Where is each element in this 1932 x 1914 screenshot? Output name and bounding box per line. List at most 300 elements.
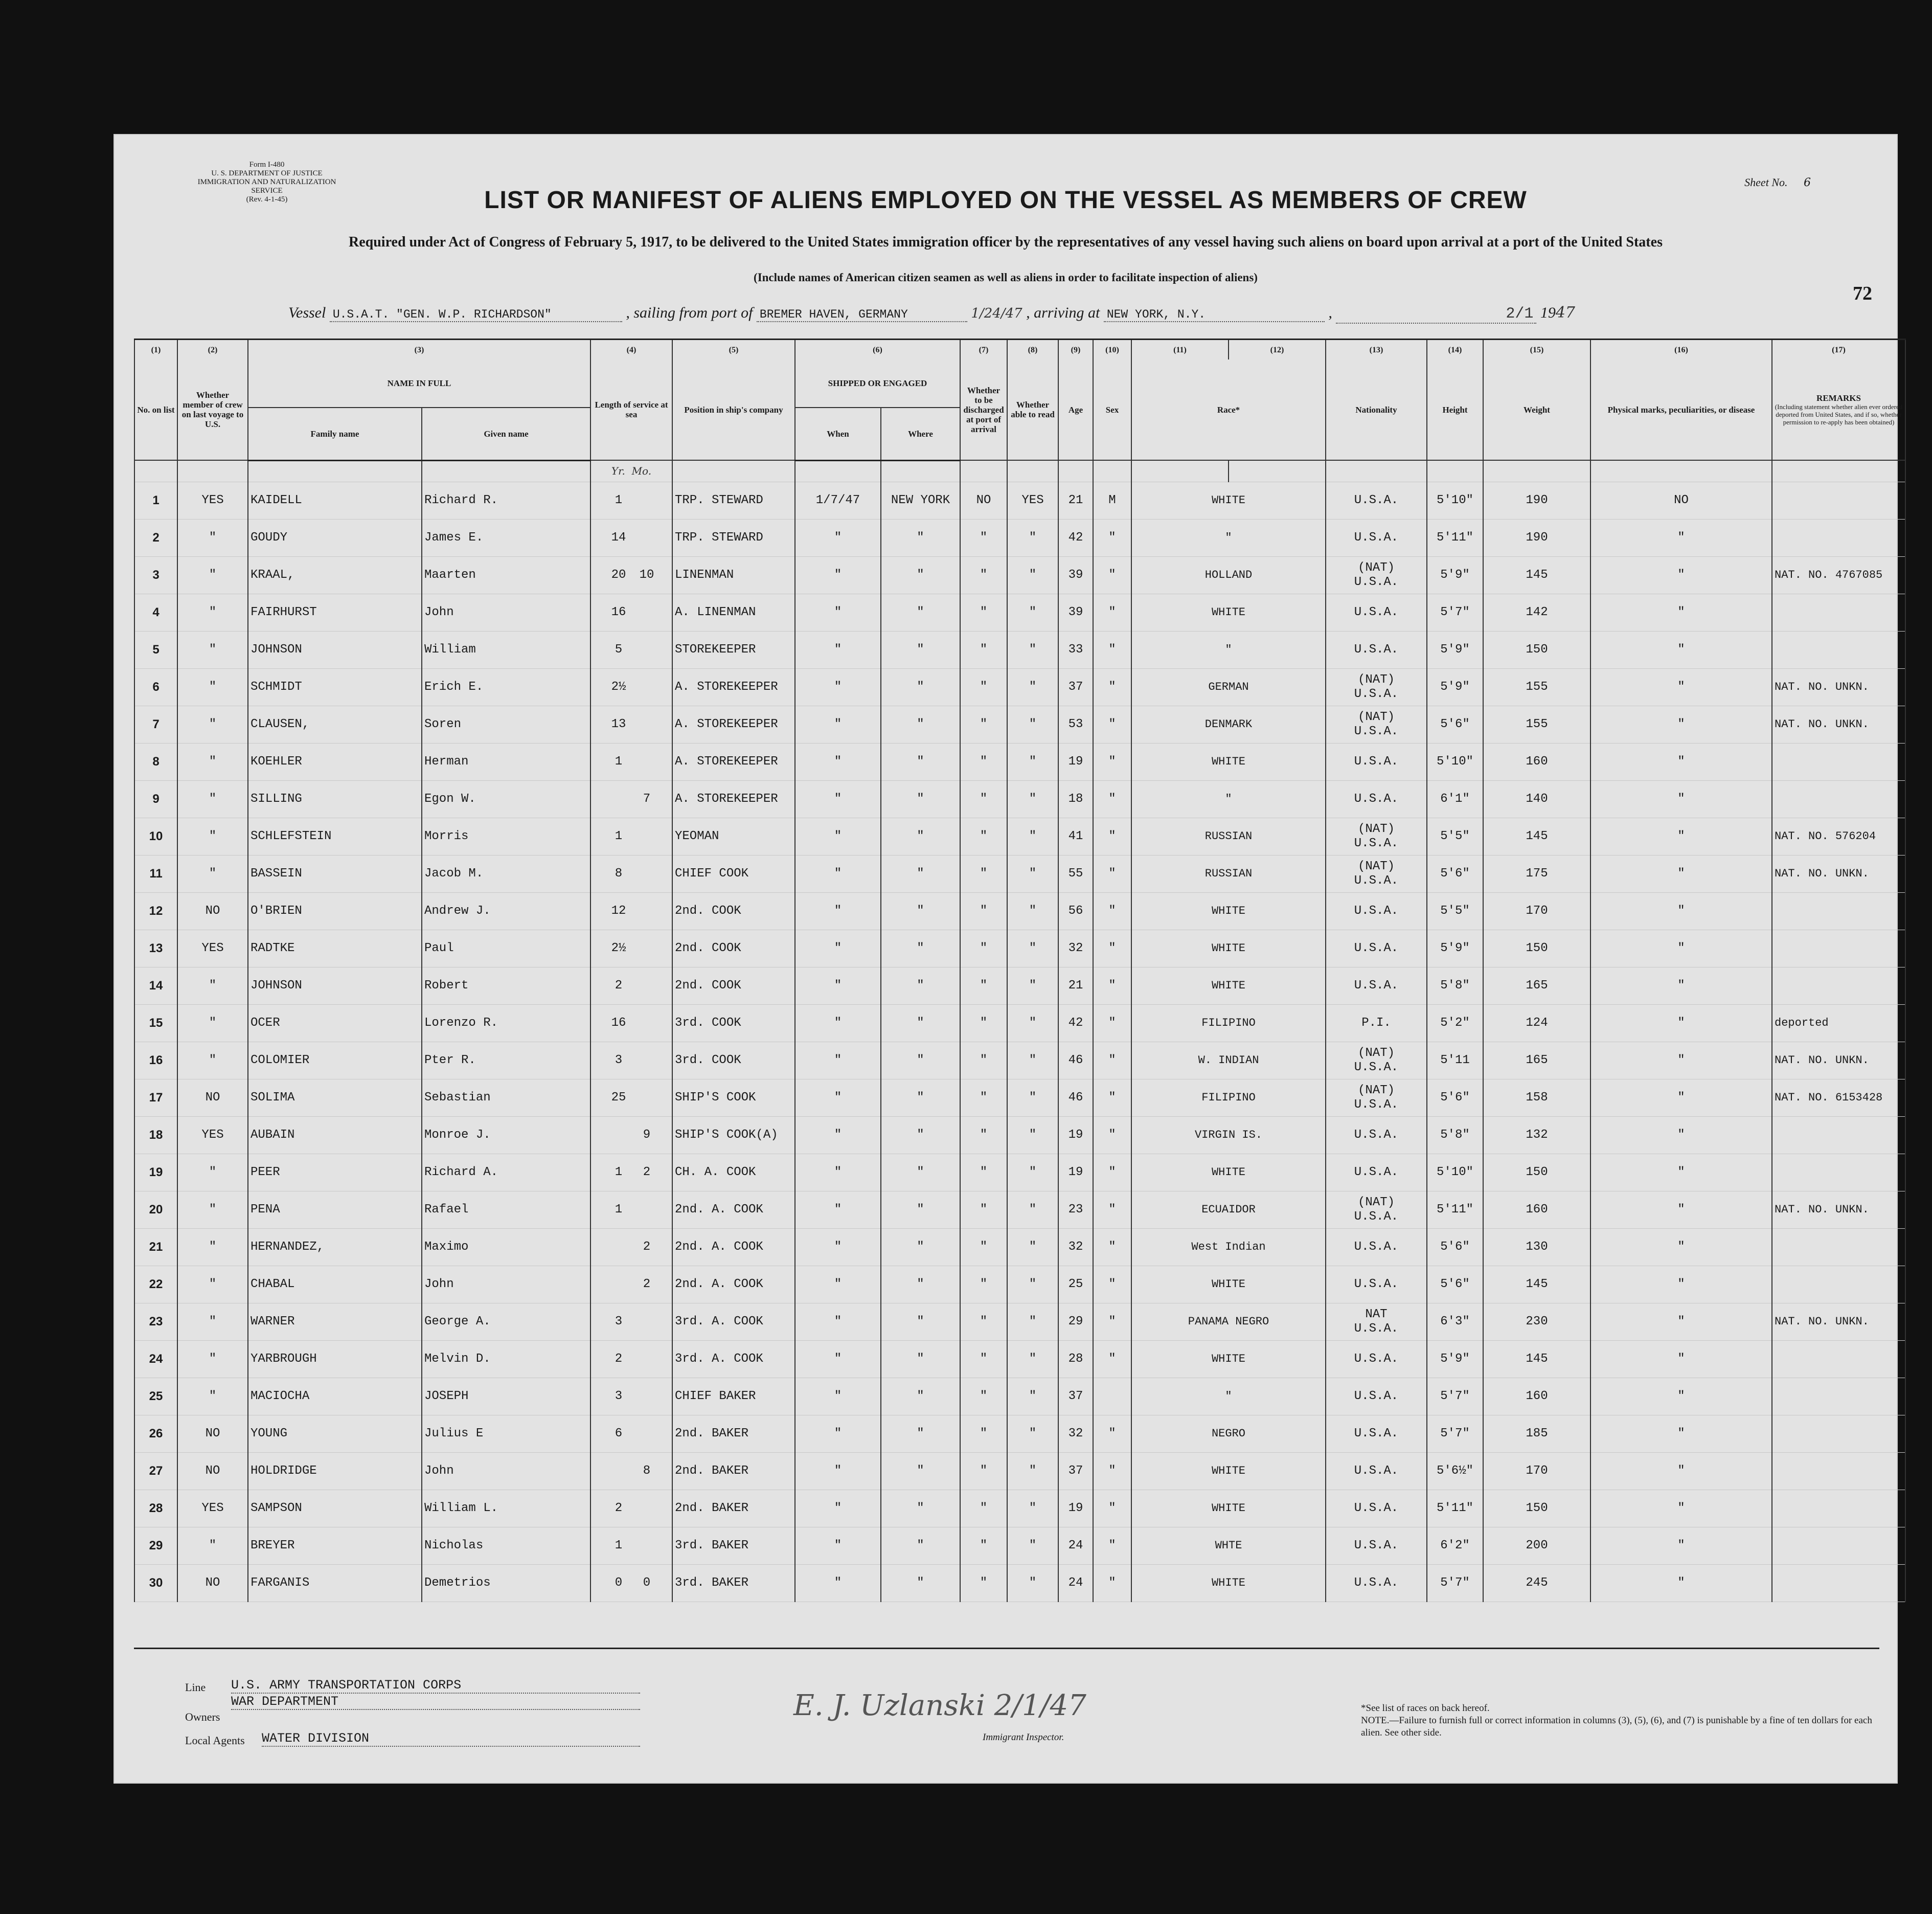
owners-label: Owners	[185, 1710, 220, 1723]
length-of-service-cell	[590, 1042, 672, 1079]
shipped-where-cell: "	[881, 1452, 960, 1490]
service-months: 2	[643, 1240, 651, 1254]
table-row	[134, 1378, 1905, 1415]
row-number: 10	[134, 818, 177, 855]
height-cell: 5'7"	[1427, 1415, 1483, 1452]
nationality-cell	[1326, 1116, 1427, 1154]
discharged-cell: "	[960, 1490, 1007, 1527]
shipped-where-cell: "	[881, 1116, 960, 1154]
table-row	[134, 1266, 1905, 1303]
crew-member-cell: "	[177, 1004, 248, 1042]
family-name-cell: YARBROUGH	[248, 1340, 422, 1378]
weight-cell: 155	[1483, 706, 1590, 743]
manifest-footer	[134, 1648, 1879, 1767]
crew-member-cell: "	[177, 594, 248, 631]
shipped-where-cell: "	[881, 1191, 960, 1228]
remarks-title: REMARKS	[1816, 393, 1861, 403]
family-name-cell: PEER	[248, 1154, 422, 1191]
col-3-number: (3)	[248, 340, 590, 360]
table-row	[134, 1042, 1905, 1079]
height-cell: 5'6"	[1427, 706, 1483, 743]
nationality-cell	[1326, 668, 1427, 706]
discharged-cell: "	[960, 1154, 1007, 1191]
sheet-number-label: Sheet No.	[1744, 176, 1788, 189]
height-cell: 5'11"	[1427, 1191, 1483, 1228]
position-cell: SHIP'S COOK	[672, 1079, 795, 1116]
table-row	[134, 1228, 1905, 1266]
position-cell: SHIP'S COOK(A)	[672, 1116, 795, 1154]
service-years: 2	[615, 1501, 623, 1515]
shipped-where-cell: "	[881, 556, 960, 594]
physical-marks-cell: "	[1590, 967, 1772, 1004]
service-months: 2	[643, 1277, 651, 1291]
shipped-when-cell: "	[795, 1303, 881, 1340]
physical-marks-cell: NO	[1590, 482, 1772, 519]
row-number: 28	[134, 1490, 177, 1527]
discharged-cell: "	[960, 1564, 1007, 1602]
shipped-when-cell: "	[795, 892, 881, 930]
remarks-cell	[1772, 1527, 1905, 1564]
weight-cell: 170	[1483, 1452, 1590, 1490]
nationality-cell	[1326, 1266, 1427, 1303]
weight-cell: 155	[1483, 668, 1590, 706]
nationality-prefix: (NAT)	[1357, 1195, 1395, 1209]
header-given-name: Given name	[422, 408, 590, 460]
row-number: 9	[134, 780, 177, 818]
height-cell: 5'6"	[1427, 1228, 1483, 1266]
crew-member-cell: "	[177, 967, 248, 1004]
nationality-cell	[1326, 1378, 1427, 1415]
col-5-number: (5)	[672, 340, 795, 360]
length-of-service-cell	[590, 1116, 672, 1154]
weight-cell: 160	[1483, 1191, 1590, 1228]
family-name-cell: YOUNG	[248, 1415, 422, 1452]
length-of-service-cell	[590, 1228, 672, 1266]
nationality-cell	[1326, 1415, 1427, 1452]
family-name-cell: RADTKE	[248, 930, 422, 967]
table-row	[134, 930, 1905, 967]
service-months: 7	[643, 792, 651, 806]
service-months: 8	[643, 1464, 651, 1478]
line-value: U.S. ARMY TRANSPORTATION CORPS	[231, 1678, 640, 1694]
local-agents-label: Local Agents	[185, 1734, 245, 1747]
height-cell: 5'9"	[1427, 1340, 1483, 1378]
weight-cell: 165	[1483, 967, 1590, 1004]
length-of-service-cell	[590, 855, 672, 892]
crew-member-cell: "	[177, 1191, 248, 1228]
nationality-value: U.S.A.	[1354, 530, 1399, 545]
physical-marks-cell: "	[1590, 1415, 1772, 1452]
sex-cell: "	[1093, 631, 1131, 668]
race-cell: FILIPINO	[1131, 1079, 1326, 1116]
weight-cell: 158	[1483, 1079, 1590, 1116]
discharged-cell: "	[960, 1527, 1007, 1564]
crew-manifest-table	[134, 339, 1906, 1602]
age-cell: 56	[1058, 892, 1093, 930]
inspector-signature: E. J. Uzlanski 2/1/47	[793, 1689, 1086, 1722]
row-number: 25	[134, 1378, 177, 1415]
service-years: 1	[615, 1165, 623, 1179]
row-number: 16	[134, 1042, 177, 1079]
remarks-cell: deported	[1772, 1004, 1905, 1042]
row-number: 6	[134, 668, 177, 706]
nationality-cell	[1326, 967, 1427, 1004]
family-name-cell: JOHNSON	[248, 967, 422, 1004]
shipped-where-cell: "	[881, 743, 960, 780]
given-name-cell: Rafael	[422, 1191, 590, 1228]
table-row	[134, 1490, 1905, 1527]
weight-cell: 145	[1483, 818, 1590, 855]
shipped-where-cell: "	[881, 1490, 960, 1527]
height-cell: 6'2"	[1427, 1527, 1483, 1564]
mo-label: Mo.	[631, 465, 652, 478]
crew-member-cell: "	[177, 1228, 248, 1266]
col-14-number: (14)	[1427, 340, 1483, 360]
height-cell: 5'11"	[1427, 519, 1483, 556]
height-cell: 5'8"	[1427, 967, 1483, 1004]
given-name-cell: Sebastian	[422, 1079, 590, 1116]
sex-cell: "	[1093, 1490, 1131, 1527]
col-6-number: (6)	[795, 340, 960, 360]
race-cell: "	[1131, 519, 1326, 556]
remarks-cell	[1772, 743, 1905, 780]
sex-cell: "	[1093, 818, 1131, 855]
nationality-cell	[1326, 556, 1427, 594]
shipped-when-cell: "	[795, 668, 881, 706]
sex-cell: M	[1093, 482, 1131, 519]
given-name-cell: Egon W.	[422, 780, 590, 818]
sex-cell: "	[1093, 1116, 1131, 1154]
family-name-cell: GOUDY	[248, 519, 422, 556]
able-to-read-cell: "	[1007, 1340, 1058, 1378]
nationality-cell	[1326, 1564, 1427, 1602]
length-of-service-cell	[590, 1004, 672, 1042]
weight-cell: 150	[1483, 930, 1590, 967]
age-cell: 18	[1058, 780, 1093, 818]
physical-marks-cell: "	[1590, 1191, 1772, 1228]
given-name-cell: Richard A.	[422, 1154, 590, 1191]
shipped-where-cell: "	[881, 668, 960, 706]
sex-cell: "	[1093, 1079, 1131, 1116]
given-name-cell: Andrew J.	[422, 892, 590, 930]
crew-member-cell: "	[177, 706, 248, 743]
age-cell: 32	[1058, 1228, 1093, 1266]
nationality-cell	[1326, 930, 1427, 967]
family-name-cell: BREYER	[248, 1527, 422, 1564]
crew-member-cell: "	[177, 1340, 248, 1378]
remarks-cell: NAT. NO. 6153428	[1772, 1079, 1905, 1116]
given-name-cell: John	[422, 1266, 590, 1303]
position-cell: 2nd. BAKER	[672, 1490, 795, 1527]
discharged-cell: "	[960, 1340, 1007, 1378]
remarks-cell	[1772, 1378, 1905, 1415]
inspector-label: Immigrant Inspector.	[983, 1732, 1064, 1743]
given-name-cell: Nicholas	[422, 1527, 590, 1564]
family-name-cell: SAMPSON	[248, 1490, 422, 1527]
family-name-cell: MACIOCHA	[248, 1378, 422, 1415]
table-row	[134, 556, 1905, 594]
remarks-cell: NAT. NO. 4767085	[1772, 556, 1905, 594]
crew-member-cell: "	[177, 1378, 248, 1415]
row-number: 4	[134, 594, 177, 631]
yr-label: Yr.	[611, 465, 625, 478]
weight-cell: 175	[1483, 855, 1590, 892]
discharged-cell: "	[960, 519, 1007, 556]
physical-marks-cell: "	[1590, 892, 1772, 930]
service-years: 0	[615, 1576, 623, 1590]
physical-marks-cell: "	[1590, 1564, 1772, 1602]
row-number: 18	[134, 1116, 177, 1154]
given-name-cell: Pter R.	[422, 1042, 590, 1079]
physical-marks-cell: "	[1590, 780, 1772, 818]
weight-cell: 142	[1483, 594, 1590, 631]
nationality-value: U.S.A.	[1354, 1277, 1399, 1291]
service-years: 25	[611, 1091, 626, 1105]
position-cell: 2nd. A. COOK	[672, 1266, 795, 1303]
sex-cell: "	[1093, 706, 1131, 743]
table-row	[134, 1527, 1905, 1564]
family-name-cell: FAIRHURST	[248, 594, 422, 631]
age-cell: 21	[1058, 482, 1093, 519]
race-cell: RUSSIAN	[1131, 855, 1326, 892]
form-revision: (Rev. 4-1-45)	[246, 195, 288, 204]
discharged-cell: "	[960, 1191, 1007, 1228]
shipped-when-cell: "	[795, 818, 881, 855]
shipped-where-cell: "	[881, 855, 960, 892]
col-4-number: (4)	[590, 340, 672, 360]
vessel-label: Vessel	[288, 304, 326, 321]
service-months: 9	[643, 1128, 651, 1142]
age-cell: 41	[1058, 818, 1093, 855]
race-cell: WHITE	[1131, 1266, 1326, 1303]
row-number: 11	[134, 855, 177, 892]
position-cell: A. LINENMAN	[672, 594, 795, 631]
sex-cell: "	[1093, 594, 1131, 631]
physical-marks-cell: "	[1590, 668, 1772, 706]
position-cell: A. STOREKEEPER	[672, 743, 795, 780]
col-10-number: (10)	[1093, 340, 1131, 360]
race-cell: WHITE	[1131, 482, 1326, 519]
header-weight: Weight	[1483, 359, 1590, 460]
given-name-cell: William	[422, 631, 590, 668]
age-cell: 19	[1058, 1116, 1093, 1154]
position-cell: 2nd. BAKER	[672, 1415, 795, 1452]
age-cell: 42	[1058, 1004, 1093, 1042]
departure-date: 1/24/47	[971, 306, 1022, 321]
row-number: 26	[134, 1415, 177, 1452]
remarks-cell	[1772, 1415, 1905, 1452]
shipped-when-cell: "	[795, 1452, 881, 1490]
remarks-cell	[1772, 631, 1905, 668]
crew-member-cell: "	[177, 556, 248, 594]
discharged-cell: "	[960, 1266, 1007, 1303]
nationality-cell	[1326, 1303, 1427, 1340]
header-able-to-read: Whether able to read	[1007, 359, 1058, 460]
sex-cell: "	[1093, 1191, 1131, 1228]
crew-member-cell: YES	[177, 1116, 248, 1154]
height-cell: 5'6"	[1427, 855, 1483, 892]
able-to-read-cell: "	[1007, 1004, 1058, 1042]
nationality-value: U.S.A.	[1354, 941, 1399, 955]
table-row	[134, 1191, 1905, 1228]
col-13-number: (13)	[1326, 340, 1427, 360]
able-to-read-cell: "	[1007, 1191, 1058, 1228]
race-cell: WHITE	[1131, 892, 1326, 930]
table-row	[134, 1154, 1905, 1191]
nationality-cell	[1326, 1527, 1427, 1564]
age-cell: 23	[1058, 1191, 1093, 1228]
family-name-cell: JOHNSON	[248, 631, 422, 668]
shipped-when-cell: "	[795, 1191, 881, 1228]
race-cell: WHITE	[1131, 1564, 1326, 1602]
row-number: 17	[134, 1079, 177, 1116]
row-number: 14	[134, 967, 177, 1004]
discharged-cell: "	[960, 818, 1007, 855]
able-to-read-cell: "	[1007, 519, 1058, 556]
nationality-cell	[1326, 855, 1427, 892]
sex-cell: "	[1093, 668, 1131, 706]
weight-cell: 140	[1483, 780, 1590, 818]
sailing-label: , sailing from port of	[626, 304, 753, 321]
length-of-service-cell	[590, 1490, 672, 1527]
arrival-port: NEW YORK, N.Y.	[1104, 308, 1325, 322]
able-to-read-cell: "	[1007, 1042, 1058, 1079]
weight-cell: 145	[1483, 556, 1590, 594]
row-number: 3	[134, 556, 177, 594]
weight-cell: 245	[1483, 1564, 1590, 1602]
table-row	[134, 519, 1905, 556]
given-name-cell: Robert	[422, 967, 590, 1004]
col-7-number: (7)	[960, 340, 1007, 360]
age-cell: 24	[1058, 1564, 1093, 1602]
position-cell: 2nd. BAKER	[672, 1452, 795, 1490]
nationality-prefix: (NAT)	[1357, 560, 1395, 575]
sex-cell: "	[1093, 1303, 1131, 1340]
given-name-cell: Morris	[422, 818, 590, 855]
service-years: 16	[611, 605, 626, 619]
shipped-where-cell: "	[881, 892, 960, 930]
shipped-when-cell: "	[795, 1042, 881, 1079]
crew-member-cell: "	[177, 1303, 248, 1340]
weight-cell: 185	[1483, 1415, 1590, 1452]
position-cell: LINENMAN	[672, 556, 795, 594]
vessel-name: U.S.A.T. "GEN. W.P. RICHARDSON"	[330, 308, 622, 322]
service-months: 10	[639, 568, 654, 582]
shipped-where-cell: "	[881, 1004, 960, 1042]
shipped-where-cell: "	[881, 967, 960, 1004]
length-of-service-cell	[590, 482, 672, 519]
length-of-service-cell	[590, 1191, 672, 1228]
shipped-where-cell: "	[881, 818, 960, 855]
length-of-service-cell	[590, 1303, 672, 1340]
header-discharged: Whether to be discharged at port of arrival	[960, 359, 1007, 460]
discharged-cell: "	[960, 594, 1007, 631]
row-number: 30	[134, 1564, 177, 1602]
shipped-where-cell: "	[881, 706, 960, 743]
remarks-cell: NAT. NO. 576204	[1772, 818, 1905, 855]
crew-member-cell: NO	[177, 892, 248, 930]
position-cell: 2nd. A. COOK	[672, 1228, 795, 1266]
discharged-cell: "	[960, 1228, 1007, 1266]
family-name-cell: KAIDELL	[248, 482, 422, 519]
service-years: 3	[615, 1053, 623, 1067]
nationality-prefix: (NAT)	[1357, 710, 1395, 724]
family-name-cell: SILLING	[248, 780, 422, 818]
race-cell: WHITE	[1131, 967, 1326, 1004]
remarks-cell: NAT. NO. UNKN.	[1772, 706, 1905, 743]
height-cell: 5'5"	[1427, 818, 1483, 855]
form-department: U. S. DEPARTMENT OF JUSTICE	[211, 169, 323, 177]
physical-marks-cell: "	[1590, 1116, 1772, 1154]
shipped-where-cell: "	[881, 1042, 960, 1079]
service-years: 1	[615, 493, 623, 507]
age-cell: 32	[1058, 1415, 1093, 1452]
position-cell: CHIEF COOK	[672, 855, 795, 892]
row-number: 13	[134, 930, 177, 967]
race-cell: "	[1131, 1378, 1326, 1415]
nationality-value: U.S.A.	[1354, 792, 1399, 806]
age-cell: 39	[1058, 556, 1093, 594]
height-cell: 5'9"	[1427, 556, 1483, 594]
length-of-service-cell	[590, 780, 672, 818]
able-to-read-cell: "	[1007, 1415, 1058, 1452]
nationality-prefix: NAT	[1365, 1307, 1388, 1321]
family-name-cell: HOLDRIDGE	[248, 1452, 422, 1490]
col-17-number: (17)	[1772, 340, 1905, 360]
shipped-when-cell: "	[795, 519, 881, 556]
weight-cell: 160	[1483, 1378, 1590, 1415]
service-years: 3	[615, 1389, 623, 1403]
nationality-cell	[1326, 818, 1427, 855]
crew-member-cell: NO	[177, 1079, 248, 1116]
remarks-cell	[1772, 1154, 1905, 1191]
shipped-when-cell: "	[795, 1079, 881, 1116]
service-years: 3	[615, 1315, 623, 1328]
physical-marks-cell: "	[1590, 1004, 1772, 1042]
table-row	[134, 668, 1905, 706]
table-row	[134, 1452, 1905, 1490]
remarks-cell: NAT. NO. UNKN.	[1772, 855, 1905, 892]
length-of-service-cell	[590, 1527, 672, 1564]
able-to-read-cell: "	[1007, 1154, 1058, 1191]
length-of-service-cell	[590, 631, 672, 668]
arrival-date: 2/1	[1336, 305, 1536, 324]
row-number: 29	[134, 1527, 177, 1564]
header-physical-marks: Physical marks, peculiarities, or disease	[1590, 359, 1772, 460]
service-years: 14	[611, 531, 626, 545]
age-cell: 19	[1058, 1154, 1093, 1191]
shipped-when-cell: "	[795, 1490, 881, 1527]
race-cell: WHITE	[1131, 1340, 1326, 1378]
nationality-value: U.S.A.	[1354, 1240, 1399, 1254]
given-name-cell: Lorenzo R.	[422, 1004, 590, 1042]
sex-cell: "	[1093, 967, 1131, 1004]
height-cell: 5'7"	[1427, 1564, 1483, 1602]
race-cell: WHITE	[1131, 1154, 1326, 1191]
length-of-service-cell	[590, 519, 672, 556]
arriving-label: , arriving at	[1026, 304, 1100, 321]
table-row	[134, 594, 1905, 631]
row-number: 15	[134, 1004, 177, 1042]
shipped-when-cell: "	[795, 1004, 881, 1042]
discharged-cell: "	[960, 1303, 1007, 1340]
crew-member-cell: "	[177, 818, 248, 855]
sex-cell: "	[1093, 1564, 1131, 1602]
shipped-when-cell: "	[795, 930, 881, 967]
shipped-where-cell: "	[881, 1079, 960, 1116]
col-1-number: (1)	[134, 340, 177, 360]
given-name-cell: James E.	[422, 519, 590, 556]
